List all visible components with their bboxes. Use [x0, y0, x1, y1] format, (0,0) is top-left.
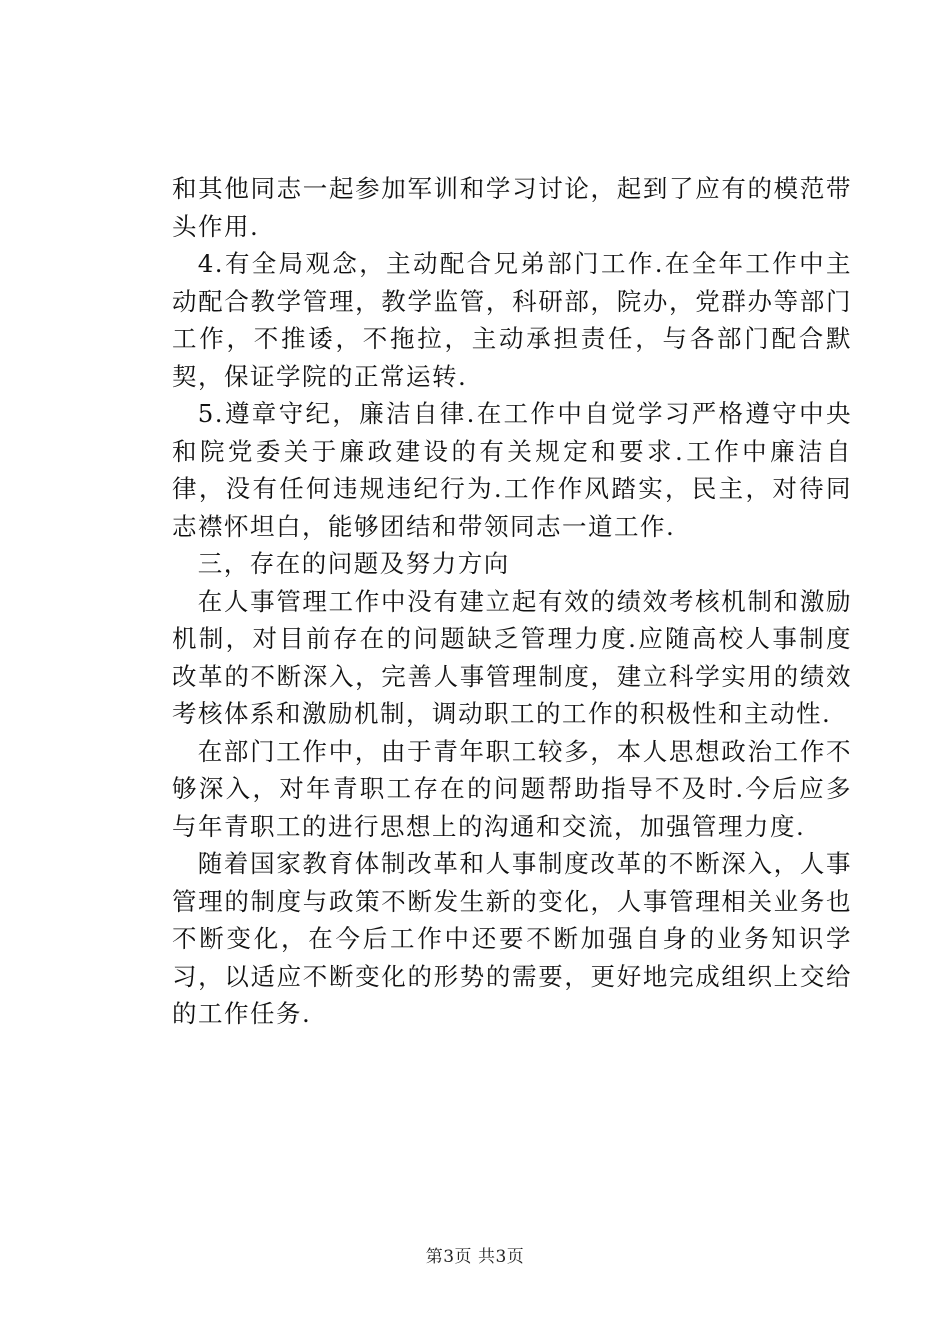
paragraph-issue-3: 随着国家教育体制改革和人事制度改革的不断深入，人事管理的制度与政策不断发生新的变化，人事管理相关业务也不断变化，在今后工作中还要不断加强自身的业务知识学习，以适应不断变化的形势的需要，更好地完成组织上交给的工作任务. — [172, 849, 852, 1028]
paragraph-item-5: 5.遵章守纪，廉洁自律.在工作中自觉学习严格遵守中央和院党委关于廉政建设的有关规定和要求.工作中廉洁自律，没有任何违规违纪行为.工作作风踏实，民主，对待同志襟怀坦白，能够团结和带领同志一道工作. — [172, 399, 852, 541]
section-heading-3: 三，存在的问题及努力方向 — [197, 549, 510, 578]
paragraph-issue-1: 在人事管理工作中没有建立起有效的绩效考核机制和激励机制，对目前存在的问题缺乏管理力度.应随高校人事制度改革的不断深入，完善人事管理制度，建立科学实用的绩效考核体系和激励机制，调动职工的工作的积极性和主动性. — [172, 586, 852, 728]
page-footer: 第3页 共3页 — [425, 1247, 525, 1267]
paragraph-item-4: 4.有全局观念，主动配合兄弟部门工作.在全年工作中主动配合教学管理，教学监管，科研部，院办，党群办等部门工作，不推诿，不拖拉，主动承担责任，与各部门配合默契，保证学院的正常运转. — [172, 249, 852, 391]
paragraph-issue-2: 在部门工作中，由于青年职工较多，本人思想政治工作不够深入，对年青职工存在的问题帮助指导不及时.今后应多与年青职工的进行思想上的沟通和交流，加强管理力度. — [172, 736, 852, 841]
document-body — [172, 170, 852, 1033]
paragraph-continuation: 和其他同志一起参加军训和学习讨论，起到了应有的模范带头作用. — [172, 174, 852, 241]
